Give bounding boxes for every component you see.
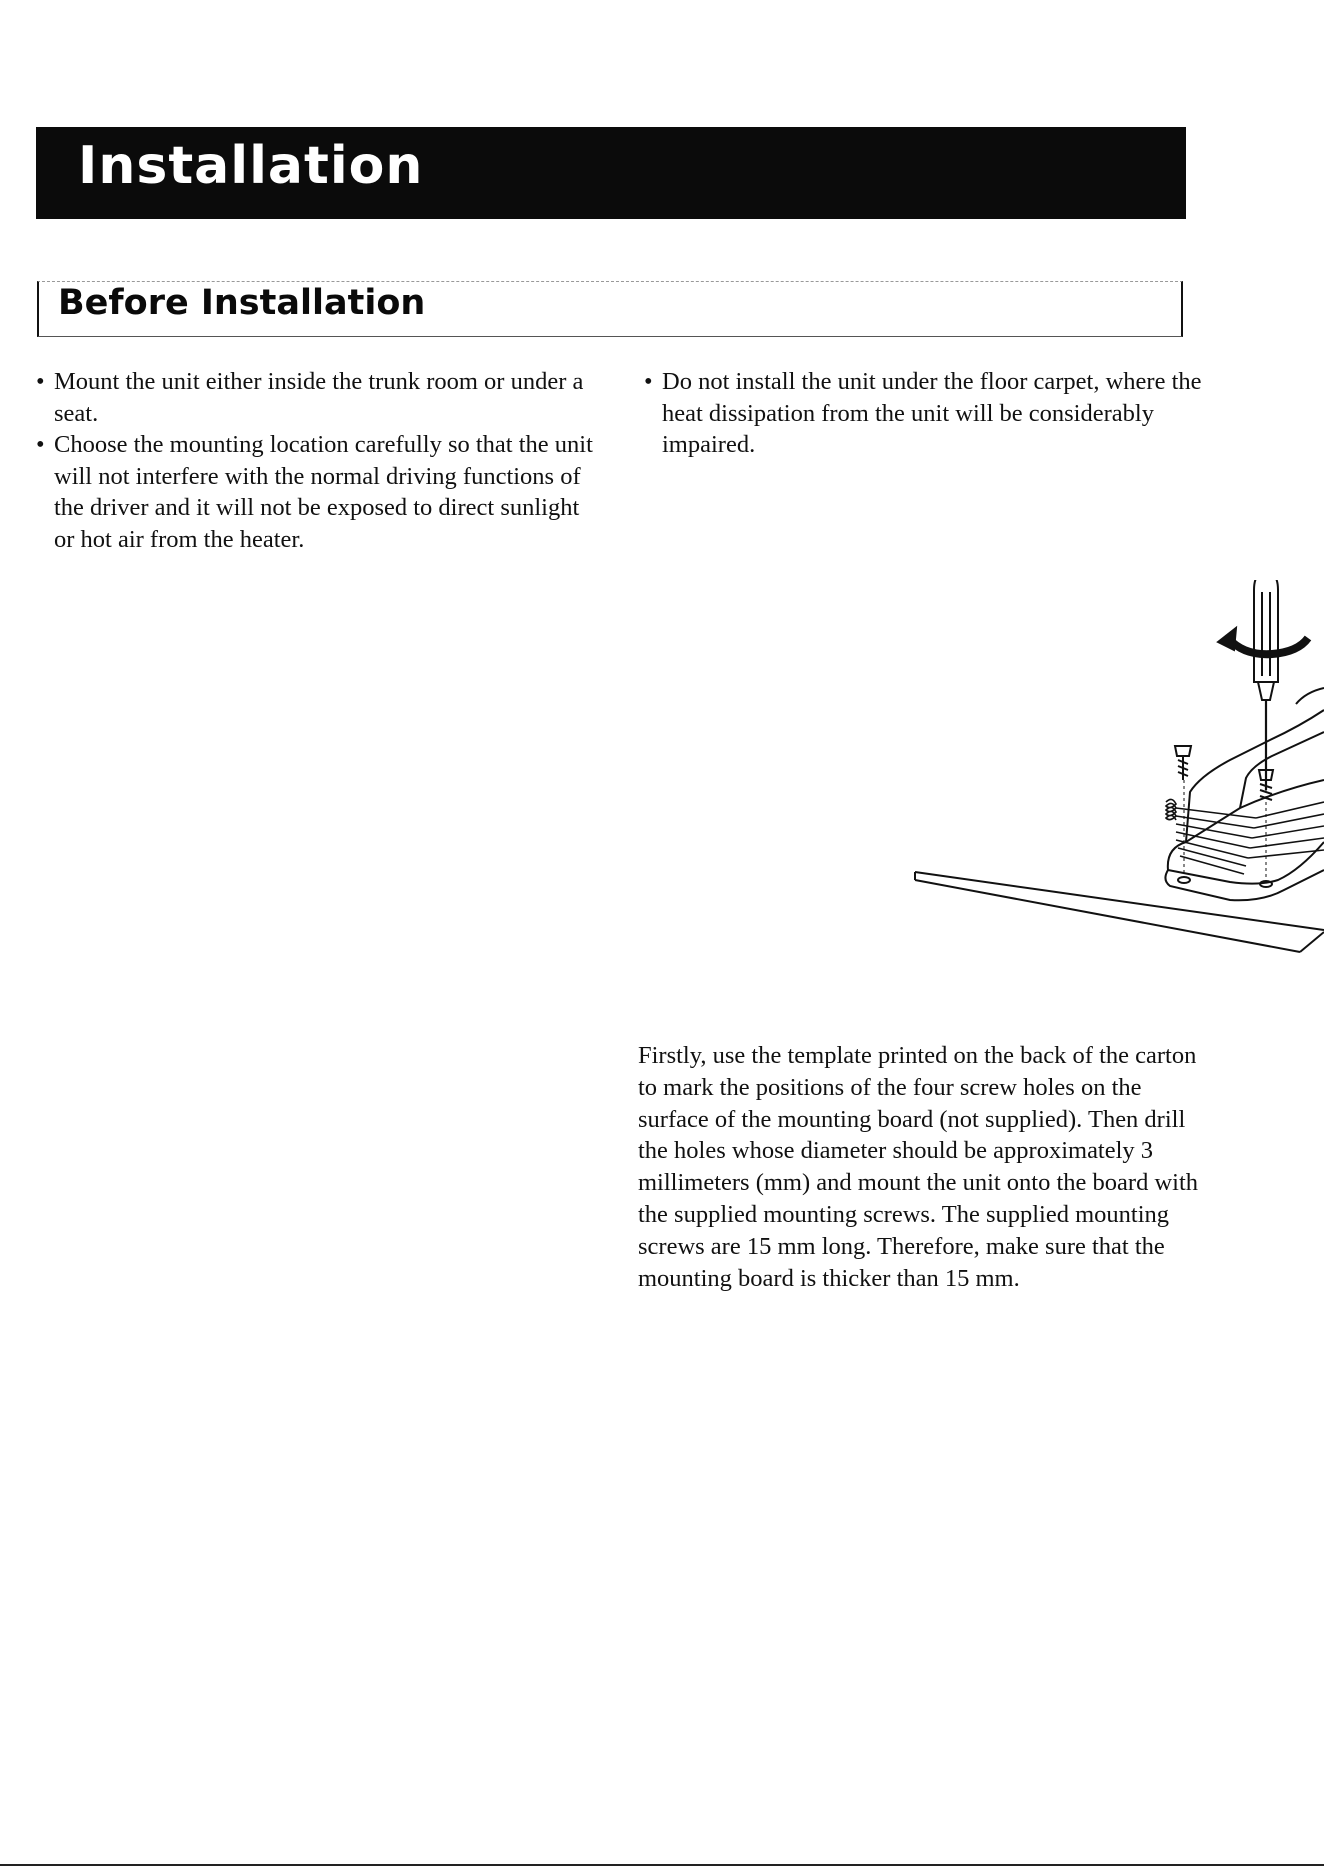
left-bullet-list [36,366,596,556]
bottom-rule [0,1864,1324,1866]
bullet-item: • Do not install the unit under the floor carpet, where the heat dissipation from the unit will be considerably impaired. [644,366,1204,461]
bullet-item: • Mount the unit either inside the trunk room or under a seat. [36,366,596,429]
section-title: Before Installation [58,283,426,323]
right-bullet-list [644,366,1204,461]
header-bar [36,127,1186,219]
bullet-item: • Choose the mounting location carefully so that the unit will not interfere with the normal driving functions of the driver and it will not be exposed to direct sunlight or hot air from the heater. [36,429,596,555]
unit-body [1165,688,1324,900]
spring-coil [1166,799,1176,820]
page-title: Installation [78,136,424,196]
mounting-instructions-paragraph: Firstly, use the template printed on the back of the carton to mark the positions of the four screw holes on the surface of the mounting board (not supplied). Then drill the holes whose diameter should be approximately 3 millimeters (mm) and mount the unit onto the board with the supplied mounting screws. The supplied mounting screws are 15 mm long. Therefore, make sure that the mounting board is thicker than 15 mm. [638,1042,1199,1292]
screwdriver [1254,580,1278,887]
screwdriver-mounting-illustration-icon [900,580,1324,960]
